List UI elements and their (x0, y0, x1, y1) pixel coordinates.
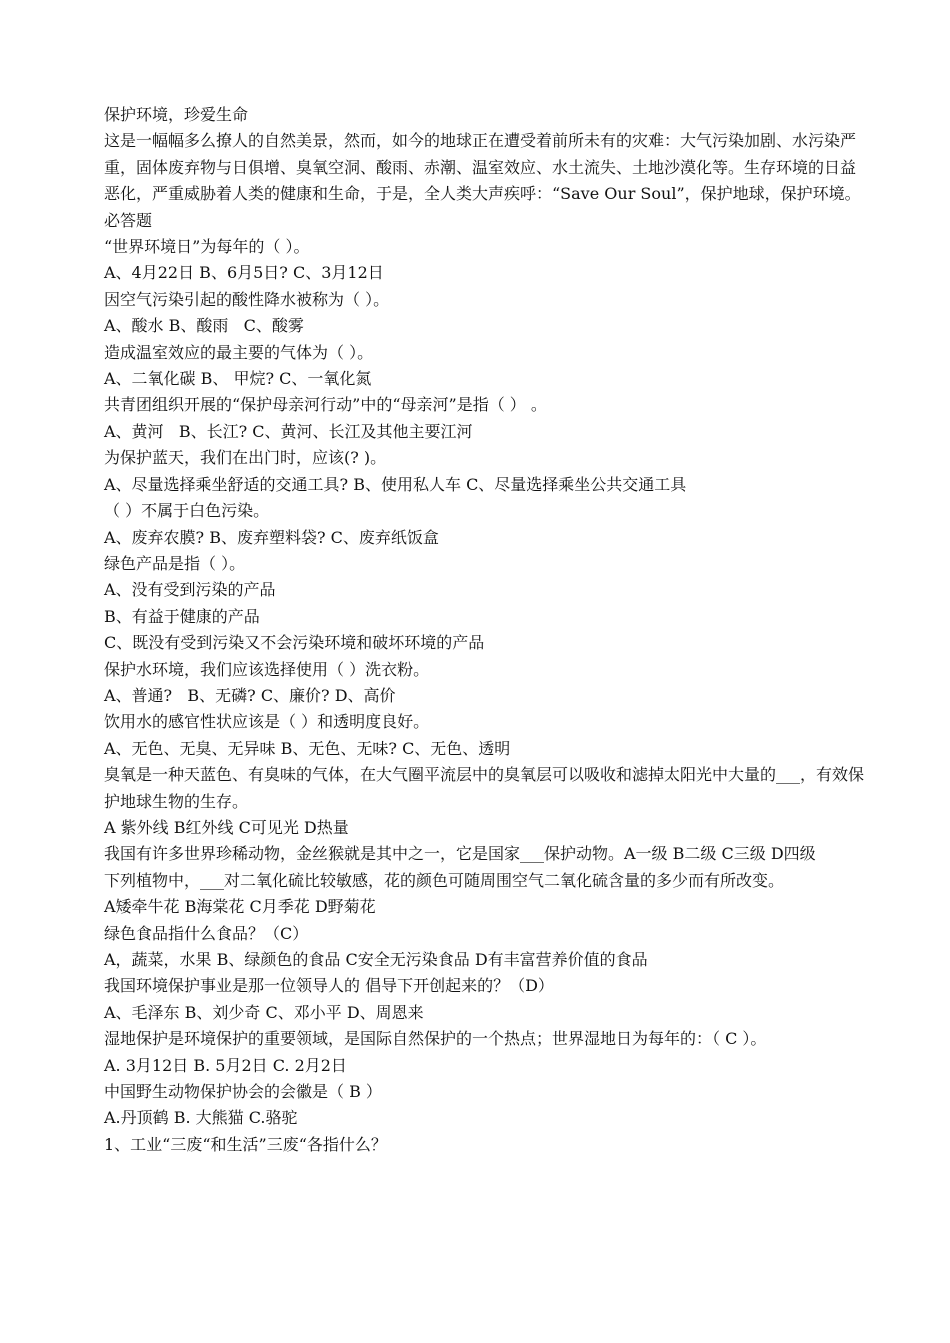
intro-paragraph: 这是一幅幅多么撩人的自然美景，然而，如今的地球正在遭受着前所未有的灾难：大气污染加剧、水污染严重，固体废弃物与日俱增、臭氧空洞、酸雨、赤潮、温室效应、水土流失、土地沙漠化等。生存环境的日益恶化，严重威胁着人类的健康和生命，于是，全人类大声疾呼：“Save Our Soul”，保护地球，保护环境。 (104, 131, 861, 204)
options-line: A、无色、无臭、无异味 B、无色、无味? C、无色、透明 (104, 738, 511, 758)
options-line: A、普通? B、无磷? C、廉价? D、高价 (104, 685, 396, 705)
options-line: A、没有受到污染的产品 (104, 580, 276, 600)
options-line: C、既没有受到污染又不会污染环境和破坏环境的产品 (104, 633, 485, 653)
question-line: 共青团组织开展的“保护母亲河行动”中的“母亲河”是指（ ） 。 (104, 395, 547, 415)
question-line: 饮用水的感官性状应该是（ ）和透明度良好。 (104, 712, 430, 732)
question-line: 绿色食品指什么食品？（C） (104, 923, 309, 943)
options-line: A. 3月12日 B. 5月2日 C. 2月2日 (104, 1055, 347, 1075)
question-line: 我国环境保护事业是那一位领导人的 倡导下开创起来的？（D） (104, 976, 554, 996)
options-line: A、酸水 B、酸雨 C、酸雾 (104, 316, 304, 336)
options-line: A，蔬菜，水果 B、绿颜色的食品 C安全无污染食品 D有丰富营养价值的食品 (104, 950, 648, 969)
options-line: A、尽量选择乘坐舒适的交通工具? B、使用私人车 C、尽量选择乘坐公共交通工具 (104, 474, 687, 494)
question-line: 为保护蓝天，我们在出门时，应该(? )。 (104, 448, 387, 468)
question-line: 湿地保护是环境保护的重要领域，是国际自然保护的一个热点；世界湿地日为每年的：（ C ）。 (104, 1029, 767, 1049)
question-line: 因空气污染引起的酸性降水被称为（ ）。 (104, 289, 390, 309)
options-line: A、废弃农膜? B、废弃塑料袋? C、废弃纸饭盒 (104, 527, 439, 547)
options-line: B、有益于健康的产品 (104, 606, 260, 626)
section-heading: 必答题 (104, 210, 153, 230)
options-line: A、黄河 B、长江? C、黄河、长江及其他主要江河 (104, 421, 473, 441)
question-line: 绿色产品是指（ ）。 (104, 553, 246, 573)
document-title: 保护环境，珍爱生命 (104, 105, 249, 124)
question-line: 中国野生动物保护协会的会徽是（ B ） (104, 1082, 382, 1102)
question-line: 1、工业“三废“和生活”三废“各指什么？ (104, 1134, 387, 1154)
question-line: 保护水环境，我们应该选择使用（ ）洗衣粉。 (104, 659, 430, 679)
options-line: A、4月22日 B、6月5日? C、3月12日 (104, 263, 384, 283)
question-line: “世界环境日”为每年的（ ）。 (104, 237, 310, 257)
question-line: （ ）不属于白色污染。 (104, 501, 270, 521)
options-line: A 紫外线 B红外线 C可见光 D热量 (104, 817, 349, 837)
question-line: 造成温室效应的最主要的气体为（ ）。 (104, 342, 374, 362)
document-body (104, 102, 864, 1158)
question-line: 臭氧是一种天蓝色、有臭味的气体，在大气圈平流层中的臭氧层可以吸收和滤掉太阳光中大量的___，有效保护地球生物的生存。 (104, 765, 865, 811)
options-line: A、二氧化碳 B、 甲烷? C、一氧化氮 (104, 369, 372, 389)
options-line: A.丹顶鹤 B. 大熊猫 C.骆驼 (104, 1108, 298, 1128)
options-line: A矮牵牛花 B海棠花 C月季花 D野菊花 (104, 897, 376, 917)
options-line: A、毛泽东 B、刘少奇 C、邓小平 D、周恩来 (104, 1002, 424, 1022)
question-line: 下列植物中，___对二氧化硫比较敏感，花的颜色可随周围空气二氧化硫含量的多少而有所改变。 (104, 870, 785, 890)
question-line: 我国有许多世界珍稀动物，金丝猴就是其中之一，它是国家___保护动物。A一级 B二级 C三级 D四级 (104, 844, 816, 864)
